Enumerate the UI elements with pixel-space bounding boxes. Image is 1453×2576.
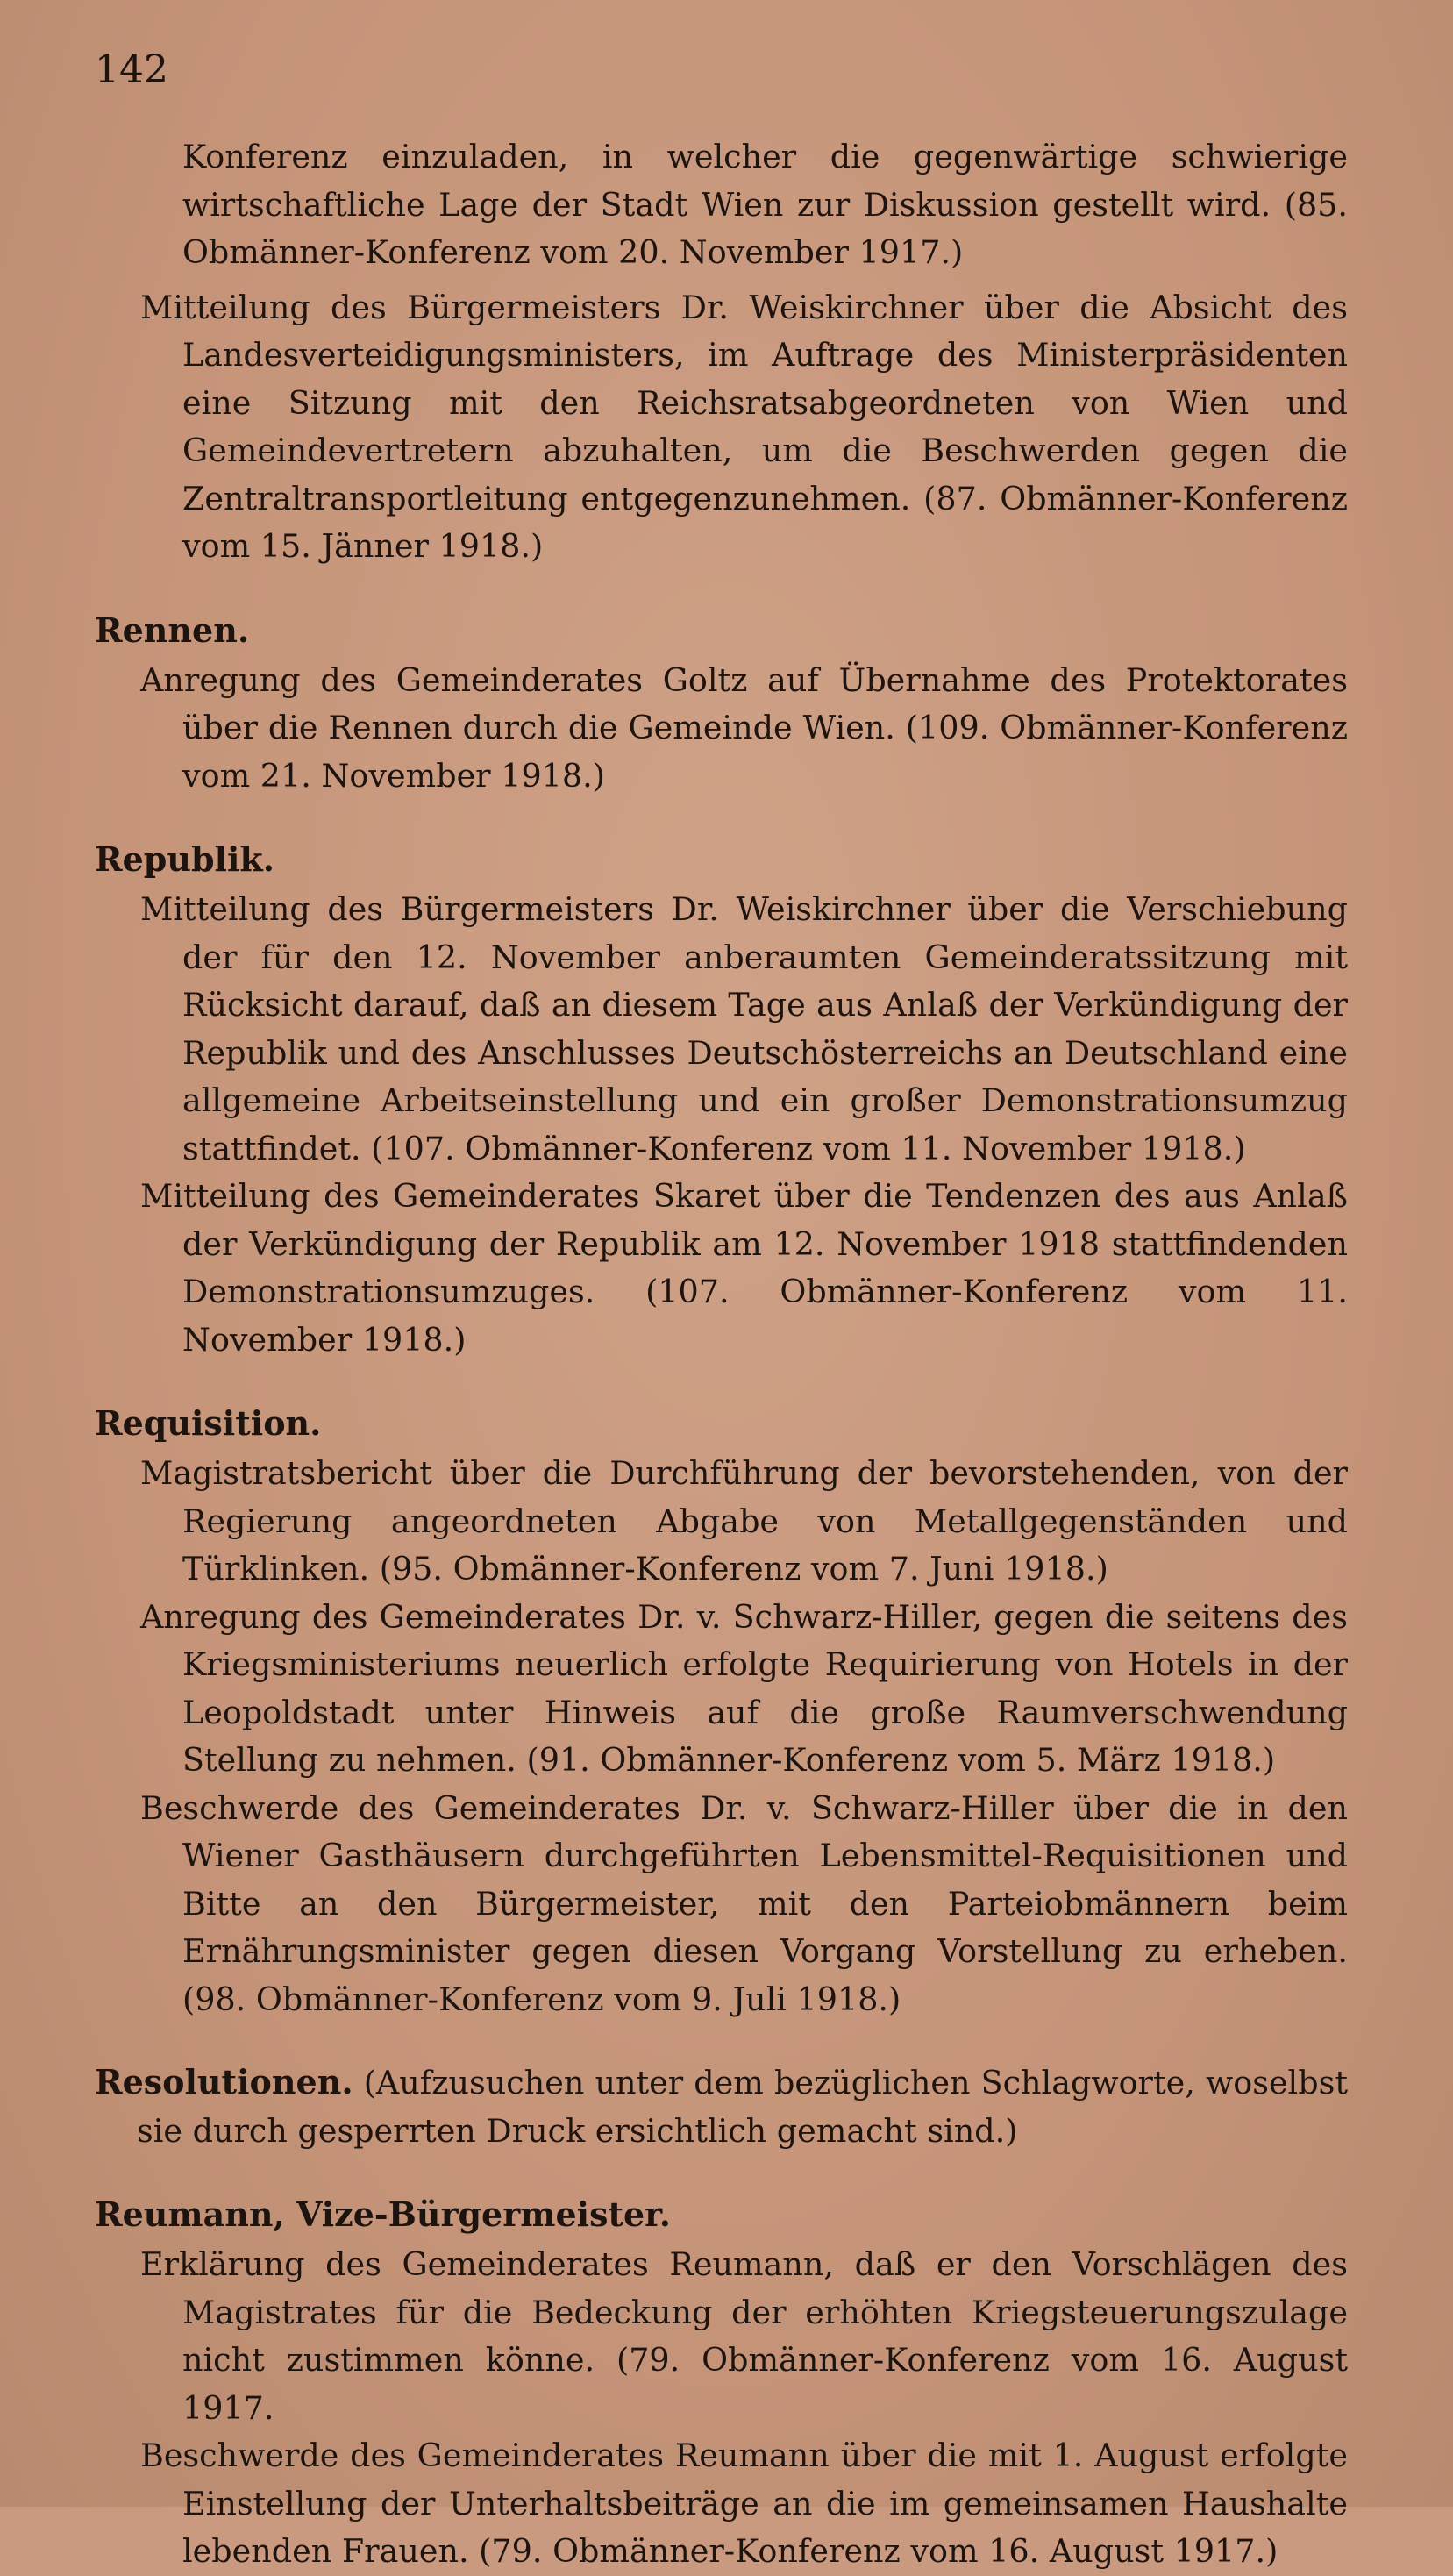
entry: Beschwerde des Gemeinderates Reumann über die mit 1. August erfolgte Einstellung der Unterhaltsbeiträge an die im gemeinsamen Haushalte lebenden Frauen. (79. Obmänner-Konferenz vom 16. August 1917.): [140, 2437, 1348, 2570]
heading-requisition: Requisition.: [95, 1403, 322, 1443]
heading-rennen: Rennen.: [95, 610, 250, 650]
heading-reumann: Reumann, Vize-Bürgermeister.: [95, 2194, 671, 2234]
resolutionen-block: [95, 2059, 1348, 2155]
entry: Mitteilung des Bürgermeisters Dr. Weiskirchner über die Verschiebung der für den 12. November anberaumten Gemeinderatssitzung mit Rücksicht darauf, daß an diesem Tage aus Anlaß der Verkündigung der Republik und des Anschlusses Deutschösterreichs an Deutschland eine allgemeine Arbeitseinstellung und ein großer Demonstrationsumzug stattfindet. (107. Obmänner-Konferenz vom 11. November 1918.): [140, 890, 1348, 1167]
section-continued: [95, 133, 1348, 571]
entry: Mitteilung des Gemeinderates Skaret über die Tendenzen des aus Anlaß der Verkündigung der Republik am 12. November 1918 stattfindenden Demonstrationsumzuges. (107. Obmänner-Konferenz vom 11. November 1918.): [140, 1177, 1348, 1359]
entry-continued: Konferenz einzuladen, in welcher die gegenwärtige schwierige wirtschaftliche Lage der Stadt Wien zur Diskussion gestellt wird. (85. Obmänner-Konferenz vom 20. November 1917.): [182, 138, 1348, 271]
section-republik: [95, 835, 1348, 1364]
heading-republik: Republik.: [95, 839, 274, 879]
entry: Anregung des Gemeinderates Goltz auf Übernahme des Protektorates über die Rennen durch die Gemeinde Wien. (109. Obmänner-Konferenz vom 21. November 1918.): [140, 660, 1348, 795]
entry: Magistratsbericht über die Durchführung der bevorstehenden, von der Regierung angeordneten Abgabe von Metallgegenständen und Türklinken. (95. Obmänner-Konferenz vom 7. Juni 1918.): [140, 1454, 1348, 1588]
section-resolutionen: [95, 2059, 1348, 2155]
section-reumann: [95, 2190, 1348, 2576]
page-number: 142: [95, 47, 168, 92]
entry: Beschwerde des Gemeinderates Dr. v. Schwarz-Hiller über die in den Wiener Gasthäusern durchgeführten Lebensmittel-Requisitionen und Bitte an den Bürgermeister, mit den Parteiobmännern beim Ernährungsminister gegen diesen Vorgang Vorstellung zu erheben. (98. Obmänner-Konferenz vom 9. Juli 1918.): [140, 1788, 1348, 2018]
section-requisition: [95, 1399, 1348, 2023]
entry: Erklärung des Gemeinderates Reumann, daß er den Vorschlägen des Magistrates für die Bedeckung der erhöhten Kriegsteuerungszulage nicht zustimmen könne. (79. Obmänner-Konferenz vom 16. August 1917.: [140, 2245, 1348, 2427]
resolutionen-text: (Aufzusuchen unter dem bezüglichen Schlagworte, woselbst sie durch gesperrten Druck ersichtlich gemacht sind.): [137, 2064, 1348, 2150]
entry-weiskirchner-transport: Mitteilung des Bürgermeisters Dr. Weiskirchner über die Absicht des Landesverteidigungsministers, im Auftrage des Ministerpräsidenten eine Sitzung mit den Reichsratsabgeordneten von Wien und Gemeindevertretern abzuhalten, um die Beschwerden gegen die Zentraltransportleitung entgegenzunehmen. (87. Obmänner-Konferenz vom 15. Jänner 1918.): [140, 288, 1348, 565]
entry: Anregung des Gemeinderates Dr. v. Schwarz-Hiller, gegen die seitens des Kriegsministeriums neuerlich erfolgte Requirierung von Hotels in der Leopoldstadt unter Hinweis auf die große Raumverschwendung Stellung zu nehmen. (91. Obmänner-Konferenz vom 5. März 1918.): [140, 1597, 1348, 1779]
heading-resolutionen: Resolutionen.: [95, 2062, 353, 2101]
section-rennen: [95, 606, 1348, 801]
